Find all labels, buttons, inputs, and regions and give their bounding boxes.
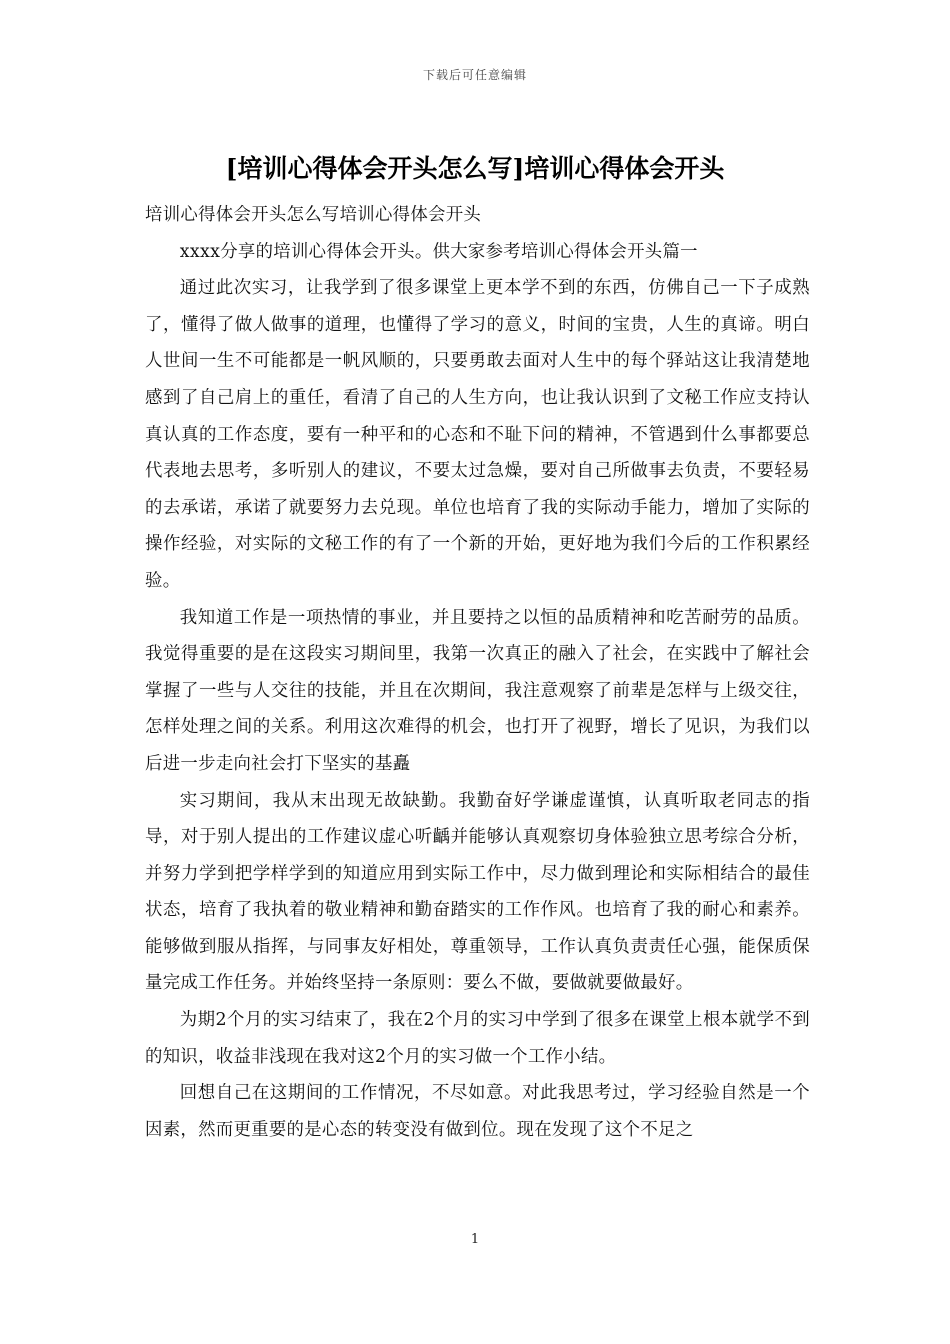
document-body (145, 197, 810, 1148)
subtitle-paragraph: 培训心得体会开头怎么写培训心得体会开头 (145, 205, 482, 225)
body-paragraph: 为期2个月的实习结束了，我在2个月的实习中学到了很多在课堂上根本就学不到的知识，收益非浅现在我对这2个月的实习做一个工作小结。 (145, 1010, 810, 1067)
intro-paragraph: xxxx分享的培训心得体会开头。供大家参考培训心得体会开头篇一 (179, 241, 698, 262)
body-paragraph: 我知道工作是一项热情的事业，并且要持之以恒的品质精神和吃苦耐劳的品质。我觉得重要的是在这段实习期间里，我第一次真正的融入了社会，在实践中了解社会掌握了一些与人交往的技能，并且在次期间，我注意观察了前辈是怎样与上级交往，怎样处理之间的关系。利用这次难得的机会，也打开了视野，增长了见识，为我们以后进一步走向社会打下坚实的基矗 (145, 607, 810, 774)
document-title: [培训心得体会开头怎么写]培训心得体会开头 (225, 154, 725, 183)
body-paragraph: 通过此次实习，让我学到了很多课堂上更本学不到的东西，仿佛自己一下子成熟了，懂得了做人做事的道理，也懂得了学习的意义，时间的宝贵，人生的真谛。明白人世间一生不可能都是一帆风顺的，只要勇敢去面对人生中的每个驿站这让我清楚地感到了自己肩上的重任，看清了自己的人生方向，也让我认识到了文秘工作应支持认真认真的工作态度，要有一种平和的心态和不耻下问的精神，不管遇到什么事都要总代表地去思考，多听别人的建议，不要太过急燥，要对自己所做事去负责，不要轻易的去承诺，承诺了就要努力去兑现。单位也培育了我的实际动手能力，增加了实际的操作经验，对实际的文秘工作的有了一个新的开始，更好地为我们今后的工作积累经验。 (145, 278, 810, 591)
page-number: 1 (470, 1232, 480, 1247)
body-paragraph: 回想自己在这期间的工作情况，不尽如意。对此我思考过，学习经验自然是一个因素，然而更重要的是心态的转变没有做到位。现在发现了这个不足之 (145, 1083, 810, 1140)
page-header: 下载后可任意编辑 (422, 68, 527, 82)
body-paragraph: 实习期间，我从末出现无故缺勤。我勤奋好学谦虚谨慎，认真听取老同志的指导，对于别人提出的工作建议虚心听齲并能够认真观察切身体验独立思考综合分析，并努力学到把学样学到的知道应用到实际工作中，尽力做到理论和实际相结合的最佳状态，培育了我执着的敬业精神和勤奋踏实的工作作风。也培育了我的耐心和素养。能够做到服从指挥，与同事友好相处，尊重领导，工作认真负责责任心强，能保质保量完成工作任务。并始终坚持一条原则：要么不做，要做就要做最好。 (145, 790, 810, 994)
